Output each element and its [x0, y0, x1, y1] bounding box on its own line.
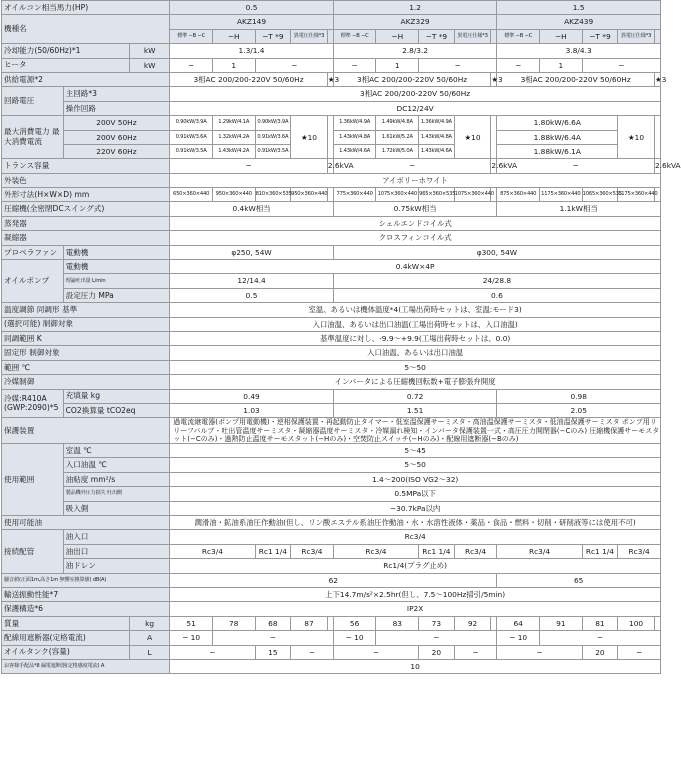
spec-value-cell: 56 [333, 616, 376, 630]
spec-value-cell: 64 [497, 616, 540, 630]
spec-value-cell: 965×360×535 [419, 188, 455, 202]
spec-value-cell: 1.43kW/4.2A [212, 144, 255, 158]
spec-value-cell: − [333, 645, 418, 659]
spec-value-cell: 78 [212, 616, 255, 630]
spec-value-cell: 62 [170, 573, 497, 587]
spec-value-cell: 24/28.8 [333, 274, 660, 288]
spec-value-cell: 入口油温、あるいは出口油温 [170, 346, 661, 360]
spec-value-cell: − [376, 631, 497, 645]
spec-label-cell: 蒸発器 [2, 216, 170, 230]
spec-row [2, 159, 661, 173]
spec-value-cell: 875×360×440 [497, 188, 540, 202]
spec-value-cell: 2.6kVA [654, 159, 660, 173]
spec-row [2, 202, 661, 216]
spec-label-cell: 油ドレン [63, 559, 170, 573]
spec-value-cell: 3.8/4.3 [497, 44, 661, 58]
spec-label-cell: 騒音値(正面1m,高さ1m 無響室換算値) dB(A) [2, 573, 170, 587]
spec-row [2, 288, 661, 302]
spec-value-cell: 1.49kW/4.8A [376, 116, 419, 130]
spec-label-cell: オイルタンク(容量) [2, 645, 130, 659]
spec-value-cell: − [170, 645, 255, 659]
spec-value-cell: 上下14.7m/s²×2.5hr(但し、7.5〜100Hz掃引/5min) [170, 587, 661, 601]
spec-label-cell: 主回路*3 [63, 87, 170, 101]
spec-value-cell: 5〜45 [170, 444, 661, 458]
spec-label-cell: 輸送振動性能*7 [2, 587, 170, 601]
spec-label-cell: CO2換算量 tCO2eq [63, 403, 170, 417]
spec-label-cell: 外装色 [2, 173, 170, 187]
spec-label-cell: 使用範囲 [2, 444, 64, 516]
spec-value-cell: − [212, 631, 333, 645]
spec-value-cell: − 10 [333, 631, 376, 645]
spec-label-cell: 配線用遮断器(定格電流) [2, 631, 130, 645]
spec-label-cell: オイルコン相当馬力(HP) [2, 1, 170, 15]
spec-value-cell: − [170, 159, 328, 173]
spec-value-cell: クロスフィンコイル式 [170, 231, 661, 245]
spec-value-cell: 2.05 [497, 403, 661, 417]
spec-row [2, 516, 661, 530]
spec-value-cell: インバータによる圧縮機回転数+電子膨張弁開度 [170, 375, 661, 389]
spec-label-cell: 質量 [2, 616, 130, 630]
spec-label-cell: 理論吐出量 L/min [63, 274, 170, 288]
spec-label-cell: (選択可能) 制御対象 [2, 317, 170, 331]
spec-label-cell: −T *9 [255, 29, 291, 43]
spec-label-cell: 圧縮機(全密閉DCスイング式) [2, 202, 170, 216]
spec-row [2, 231, 661, 245]
spec-row [2, 472, 661, 486]
spec-value-cell: Rc3/4 [618, 544, 661, 558]
spec-value-cell: 1075×360×440 [454, 188, 491, 202]
spec-label-cell: 操作回路 [63, 101, 170, 115]
spec-label-cell: 220V 60Hz [63, 144, 170, 158]
spec-value-cell: ★10 [454, 116, 491, 159]
spec-label-cell: kW [129, 44, 169, 58]
spec-value-cell: − 10 [497, 631, 540, 645]
spec-value-cell: ★3 [491, 72, 497, 86]
spec-label-cell [654, 29, 660, 43]
spec-value-cell: Rc3/4 [497, 544, 582, 558]
spec-value-cell: 1 [540, 58, 583, 72]
spec-value-cell: 1175×360×440 [540, 188, 583, 202]
spec-row [2, 501, 661, 515]
spec-value-cell: 0.75kW相当 [333, 202, 497, 216]
spec-value-cell: 1.32kW/4.2A [212, 130, 255, 144]
spec-value-cell: ★10 [618, 116, 655, 159]
spec-row [2, 116, 661, 130]
spec-value-cell: − [540, 631, 661, 645]
spec-value-cell: 81 [582, 616, 618, 630]
spec-label-cell: 異電圧仕様*3 [618, 29, 655, 43]
spec-row [2, 530, 661, 544]
spec-value-cell: − [618, 645, 661, 659]
spec-value-cell: − [291, 645, 334, 659]
spec-value-cell: 2.6kVA [491, 159, 497, 173]
spec-value-cell: ★3 [327, 72, 333, 86]
spec-label-cell: 製品機外圧力損失 吐出側 [63, 487, 170, 501]
spec-label-cell: 冷媒:R410A (GWP:2090)*5 [2, 389, 64, 418]
spec-row [2, 173, 661, 187]
spec-value-cell: 950×360×440 [291, 188, 328, 202]
spec-value-cell: 91 [540, 616, 583, 630]
spec-row [2, 418, 661, 444]
spec-label-cell: 油出口 [63, 544, 170, 558]
spec-row [2, 375, 661, 389]
spec-value-cell: − [497, 58, 540, 72]
spec-value-cell: Rc3/4 [170, 530, 661, 544]
spec-value-cell: 775×360×440 [333, 188, 376, 202]
spec-value-cell: 0.90kW/3.9A [255, 116, 291, 130]
spec-value-cell: 0.91kW/3.5A [255, 144, 291, 158]
spec-value-cell: 87 [291, 616, 328, 630]
spec-label-cell: 電動機 [63, 260, 170, 274]
spec-row [2, 616, 661, 630]
spec-row [2, 331, 661, 345]
spec-label-cell: 最大消費電力 最大消費電流 [2, 116, 64, 159]
spec-label-cell: ヒータ [2, 58, 130, 72]
spec-label-cell: 凝縮器 [2, 231, 170, 245]
spec-label-cell: 1.5 [497, 1, 661, 15]
spec-label-cell: オイルポンプ [2, 260, 64, 303]
spec-label-cell: 設定圧力 MPa [63, 288, 170, 302]
spec-row [2, 544, 661, 558]
spec-value-cell: − [255, 58, 333, 72]
spec-value-cell: 650×360×440 [170, 188, 213, 202]
spec-value-cell: 100 [618, 616, 655, 630]
spec-value-cell: 1.29kW/4.1A [212, 116, 255, 130]
spec-label-cell: 標準 −B −C [497, 29, 540, 43]
spec-label-cell: 同調範囲 K [2, 331, 170, 345]
spec-label-cell: 標準 −B −C [170, 29, 213, 43]
spec-row [2, 458, 661, 472]
spec-value-cell: 0.72 [333, 389, 497, 403]
spec-label-cell: プロペラファン [2, 245, 64, 259]
spec-value-cell: Rc3/4 [333, 544, 418, 558]
spec-row [2, 303, 661, 317]
spec-label-cell: 機種名 [2, 15, 170, 44]
spec-label-cell: 範囲 ℃ [2, 360, 170, 374]
spec-label-cell: 油粘度 mm²/s [63, 472, 170, 486]
spec-label-cell: お客様手配品*8 漏電遮断器(定格感度電流) A [2, 659, 170, 673]
spec-value-cell: 1.61kW/5.2A [376, 130, 419, 144]
spec-row [2, 15, 661, 29]
spec-label-cell: 充填量 kg [63, 389, 170, 403]
spec-row [2, 72, 661, 86]
spec-value-cell: 20 [419, 645, 455, 659]
spec-value-cell: 0.4kW相当 [170, 202, 334, 216]
spec-value-cell: 0.6 [333, 288, 660, 302]
spec-label-cell: −T *9 [582, 29, 618, 43]
spec-value-cell: 0.91kW/3.6A [170, 130, 213, 144]
spec-label-cell: −T *9 [419, 29, 455, 43]
spec-row [2, 602, 661, 616]
spec-value-cell: 1075×360×440 [376, 188, 419, 202]
spec-label-cell: 入口油温 ℃ [63, 458, 170, 472]
spec-row [2, 389, 661, 403]
spec-value-cell: 1.51 [333, 403, 497, 417]
spec-value-cell: 5〜50 [170, 458, 661, 472]
spec-value-cell: 68 [255, 616, 291, 630]
spec-table-body [2, 1, 681, 674]
spec-value-cell: 1.36kW/4.9A [333, 116, 376, 130]
spec-value-cell: φ300, 54W [333, 245, 660, 259]
spec-value-cell: Rc3/4 [291, 544, 334, 558]
spec-value-cell: − [497, 645, 582, 659]
spec-value-cell: 950×360×440 [212, 188, 255, 202]
spec-row [2, 346, 661, 360]
spec-value-cell: 1.43kW/4.6A [333, 144, 376, 158]
spec-label-cell: 保護装置 [2, 418, 170, 444]
spec-value-cell: ★10 [291, 116, 328, 159]
spec-label-cell: 1.2 [333, 1, 497, 15]
spec-value-cell: 92 [454, 616, 491, 630]
spec-value-cell: 810×360×535 [255, 188, 291, 202]
spec-value-cell: 過電流継電器(ポンプ用電動機)・逆相保護装置・再起動防止タイマー・低室温保護サーミスタ・高油温保護サーミスタ・低油温保護サーミスタ ポンプ用リリーフバルブ・吐出管温度サーミスタ・凝縮器温度サーミスタ・冷媒漏れ検知・インバータ保護装置一式・高圧圧力開閉器(−Cのみ) 圧縮機保護サーモスタット(−Cのみ)・過熱防止温度サーモスタット(−Hのみ)・空焚防止スイッチ(−Hのみ)・配線用遮断器(−Bのみ) [170, 418, 661, 444]
spec-value-cell: 1 [376, 58, 419, 72]
spec-label-cell: −H [540, 29, 583, 43]
spec-row [2, 645, 661, 659]
spec-value-cell: 65 [497, 573, 661, 587]
spec-value-cell: 基準温度に対し、-9.9〜+9.9(工場出荷時セットは、0.0) [170, 331, 661, 345]
spec-value-cell: 1.03 [170, 403, 334, 417]
spec-value-cell: 10 [170, 659, 661, 673]
spec-label-cell: kW [129, 58, 169, 72]
spec-value-cell: 51 [170, 616, 213, 630]
spec-row [2, 631, 661, 645]
spec-value-cell: シェルエンドコイル式 [170, 216, 661, 230]
spec-row [2, 444, 661, 458]
spec-label-cell: L [129, 645, 169, 659]
spec-value-cell: 室温、あるいは機体温度*4(工場出荷時セットは、室温:モード3) [170, 303, 661, 317]
spec-value-cell: 1.43kW/4.8A [419, 130, 455, 144]
spec-label-cell: 異電圧仕様*3 [291, 29, 328, 43]
spec-label-cell: AKZ149 [170, 15, 334, 29]
spec-value-cell: 20 [582, 645, 618, 659]
spec-label-cell: 外形寸法(H×W×D) mm [2, 188, 170, 202]
spec-row [2, 274, 661, 288]
spec-label-cell: 回路電圧 [2, 87, 64, 116]
spec-value-cell [654, 116, 660, 159]
spec-row [2, 260, 661, 274]
spec-label-cell: 異電圧仕様*3 [454, 29, 491, 43]
spec-value-cell: 0.91kW/3.5A [170, 144, 213, 158]
spec-value-cell: アイボリーホワイト [170, 173, 661, 187]
spec-label-cell: 使用可能油 [2, 516, 170, 530]
spec-value-cell: 1.1kW相当 [497, 202, 661, 216]
spec-label-cell: 電動機 [63, 245, 170, 259]
spec-value-cell: 1.80kW/6.6A [497, 116, 618, 130]
spec-value-cell: Rc1 1/4 [419, 544, 455, 558]
spec-row [2, 573, 661, 587]
spec-value-cell: − [454, 645, 497, 659]
spec-value-cell: 1.88kW/6.1A [497, 144, 618, 158]
spec-label-cell: 200V 60Hz [63, 130, 170, 144]
spec-value-cell: 1065×360×535 [582, 188, 618, 202]
spec-label-cell: 接続配管 [2, 530, 64, 573]
spec-value-cell: 1.4〜200(ISO VG2〜32) [170, 472, 661, 486]
spec-row [2, 58, 661, 72]
spec-value-cell: − [170, 58, 213, 72]
spec-label-cell: 0.5 [170, 1, 334, 15]
spec-value-cell: Rc3/4 [170, 544, 255, 558]
spec-label-cell: kg [129, 616, 169, 630]
spec-row [2, 87, 661, 101]
spec-value-cell: 1.43kW/4.8A [333, 130, 376, 144]
spec-label-cell: A [129, 631, 169, 645]
spec-value-cell: 12/14.4 [170, 274, 334, 288]
spec-value-cell: 潤滑油・鉱油系油圧作動油(但し、リン酸エステル系油圧作動油・水・水溶性液体・薬品・食品・燃料・切削・研削液等には使用不可) [170, 516, 661, 530]
spec-value-cell: 0.98 [497, 389, 661, 403]
spec-value-cell: Rc3/4 [454, 544, 497, 558]
spec-row [2, 559, 661, 573]
spec-value-cell: Rc1 1/4 [582, 544, 618, 558]
spec-value-cell: Rc1/4(プラグ止め) [170, 559, 661, 573]
spec-table [1, 0, 681, 674]
spec-value-cell: Rc1 1/4 [255, 544, 291, 558]
spec-label-cell: −H [376, 29, 419, 43]
spec-label-cell: 温度調節 同調形 基準 [2, 303, 170, 317]
spec-label-cell: 冷却能力(50/60Hz)*1 [2, 44, 130, 58]
spec-value-cell: − [333, 58, 376, 72]
spec-value-cell: 3相AC 200/200-220V 50/60Hz [170, 72, 328, 86]
spec-row [2, 101, 661, 115]
spec-value-cell: 3相AC 200/200-220V 50/60Hz [170, 87, 661, 101]
spec-value-cell: IP2X [170, 602, 661, 616]
spec-value-cell: 0.4kW×4P [170, 260, 661, 274]
spec-value-cell: − [333, 159, 491, 173]
spec-row [2, 360, 661, 374]
spec-value-cell: 2.6kVA [327, 159, 333, 173]
spec-value-cell: 3相AC 200/200-220V 50/60Hz [333, 72, 491, 86]
spec-value-cell: DC12/24V [170, 101, 661, 115]
spec-value-cell: 1.88kW/6.4A [497, 130, 618, 144]
spec-value-cell: − [419, 58, 497, 72]
spec-label-cell: AKZ329 [333, 15, 497, 29]
spec-value-cell: 1.43kW/4.6A [419, 144, 455, 158]
spec-value-cell: 0.49 [170, 389, 334, 403]
spec-value-cell: 1.72kW/5.0A [376, 144, 419, 158]
spec-label-cell: 室温 ℃ [63, 444, 170, 458]
spec-label-cell: 200V 50Hz [63, 116, 170, 130]
spec-row [2, 659, 661, 673]
spec-value-cell: 5〜50 [170, 360, 661, 374]
spec-row [2, 1, 661, 15]
spec-label-cell: −H [212, 29, 255, 43]
spec-row [2, 587, 661, 601]
spec-value-cell: 1.3/1.4 [170, 44, 334, 58]
spec-label-cell: 供給電源*2 [2, 72, 170, 86]
spec-value-cell: 0.5MPa以下 [170, 487, 661, 501]
spec-label-cell: 油入口 [63, 530, 170, 544]
spec-label-cell: 冷媒制御 [2, 375, 170, 389]
spec-value-cell: 1175×360×440 [618, 188, 655, 202]
spec-row [2, 487, 661, 501]
spec-value-cell: φ250, 54W [170, 245, 334, 259]
spec-value-cell: 83 [376, 616, 419, 630]
spec-row [2, 188, 661, 202]
spec-value-cell: 0.5 [170, 288, 334, 302]
spec-row [2, 216, 661, 230]
spec-value-cell: 3相AC 200/200-220V 50/60Hz [497, 72, 655, 86]
spec-value-cell: 0.90kW/3.9A [170, 116, 213, 130]
spec-label-cell: トランス容量 [2, 159, 170, 173]
spec-value-cell: 0.91kW/3.6A [255, 130, 291, 144]
spec-label-cell: 保護構造*6 [2, 602, 170, 616]
spec-value-cell: − [497, 159, 655, 173]
spec-value-cell: 入口油温、あるいは出口油温(工場出荷時セットは、入口油温) [170, 317, 661, 331]
spec-label-cell: 固定形 制御対象 [2, 346, 170, 360]
spec-value-cell: 15 [255, 645, 291, 659]
spec-row [2, 403, 661, 417]
spec-label-cell: AKZ439 [497, 15, 661, 29]
spec-label-cell: 標準 −B −C [333, 29, 376, 43]
spec-value-cell [654, 616, 660, 630]
spec-value-cell: −30.7kPa以内 [170, 501, 661, 515]
spec-row [2, 44, 661, 58]
spec-value-cell: 2.8/3.2 [333, 44, 497, 58]
spec-value-cell: − 10 [170, 631, 213, 645]
spec-value-cell: 1.36kW/4.9A [419, 116, 455, 130]
spec-value-cell: 73 [419, 616, 455, 630]
spec-value-cell: ★3 [654, 72, 660, 86]
spec-row [2, 317, 661, 331]
spec-value-cell: 1 [212, 58, 255, 72]
spec-label-cell: 吸入側 [63, 501, 170, 515]
spec-value-cell: − [582, 58, 660, 72]
spec-row [2, 245, 661, 259]
